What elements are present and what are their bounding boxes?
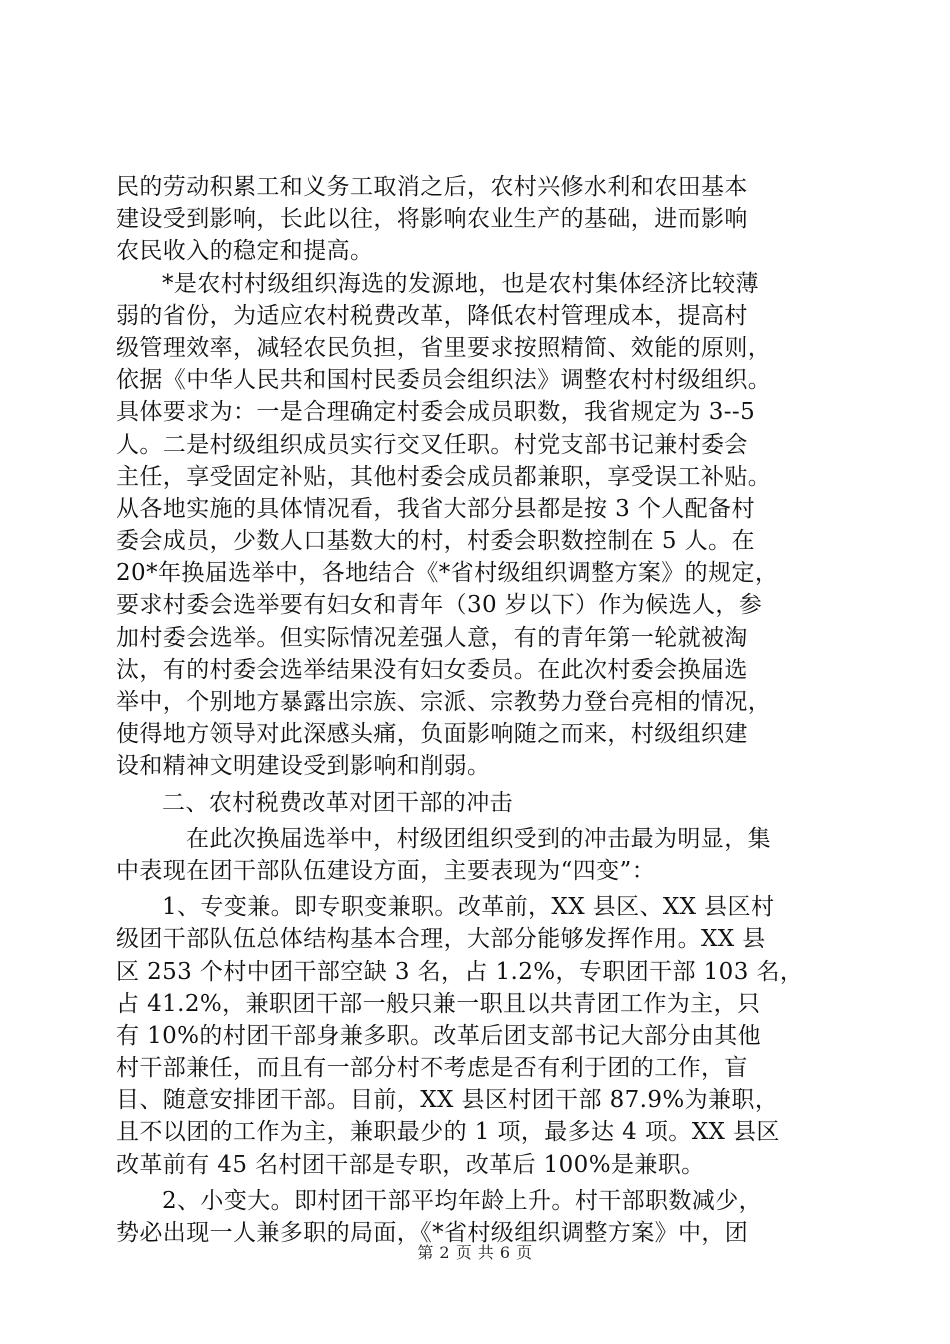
text-line: 主任，享受固定补贴，其他村委会成员都兼职，享受误工补贴。 <box>116 463 772 490</box>
text-line: 目、随意安排团干部。目前，XX 县区村团干部 87.9%为兼职， <box>116 1087 779 1114</box>
text-line: 2、小变大。即村团干部平均年龄上升。村干部职数减少， <box>162 1187 763 1214</box>
text-line: 且不以团的工作为主，兼职最少的 1 项，最多达 4 项。XX 县区 <box>116 1119 780 1146</box>
text-line: 具体要求为：一是合理确定村委会成员职数，我省规定为 3--5 <box>116 399 756 426</box>
text-line: 要求村委会选举要有妇女和青年（30 岁以下）作为候选人，参 <box>116 592 763 619</box>
text-line: 设和精神文明建设受到影响和削弱。 <box>116 753 491 780</box>
text-line: 改革前有 45 名村团干部是专职，改革后 100%是兼职。 <box>116 1151 705 1178</box>
section-heading: 二、农村税费改革对团干部的冲击 <box>162 789 513 816</box>
text-line: 20*年换届选举中，各地结合《*省村级组织调整方案》的规定， <box>116 560 779 587</box>
text-line: *是农村村级组织海选的发源地，也是农村集体经济比较薄 <box>162 270 759 297</box>
text-line: 汰，有的村委会选举结果没有妇女委员。在此次村委会换届选 <box>116 656 748 683</box>
text-line: 级团干部队伍总体结构基本合理，大部分能够发挥作用。XX 县 <box>116 926 766 953</box>
text-line: 建设受到影响，长此以往，将影响农业生产的基础，进而影响 <box>116 206 748 233</box>
text-line: 村干部兼任，而且有一部分村不考虑是否有利于团的工作，盲 <box>116 1055 748 1082</box>
text-line: 有 10%的村团干部身兼多职。改革后团支部书记大部分由其他 <box>116 1022 762 1049</box>
text-line: 1、专变兼。即专职变兼职。改革前，XX 县区、XX 县区村 <box>162 894 775 921</box>
text-line: 农民收入的稳定和提高。 <box>116 238 374 265</box>
text-line: 弱的省份，为适应农村税费改革，降低农村管理成本，提高村 <box>116 302 748 329</box>
page-number: 第 2 页 共 6 页 <box>417 1243 533 1262</box>
text-line: 占 41.2%，兼职团干部一般只兼一职且以共青团工作为主，只 <box>116 990 761 1017</box>
text-line: 人。二是村级组织成员实行交叉任职。村党支部书记兼村委会 <box>116 431 748 458</box>
text-line: 中表现在团干部队伍建设方面，主要表现为“四变”： <box>116 857 656 884</box>
text-line: 加村委会选举。但实际情况差强人意，有的青年第一轮就被淘 <box>116 624 748 651</box>
text-line: 依据《中华人民共和国村民委员会组织法》调整农村村级组织。 <box>116 367 772 394</box>
text-line: 举中，个别地方暴露出宗族、宗派、宗教势力登台亮相的情况， <box>116 689 772 715</box>
text-line: 在此次换届选举中，村级团组织受到的冲击最为明显，集 <box>186 825 771 852</box>
text-line: 级管理效率，减轻农民负担，省里要求按照精简、效能的原则， <box>116 334 772 361</box>
text-line: 从各地实施的具体情况看，我省大部分县都是按 3 个人配备村 <box>116 495 755 522</box>
text-line: 民的劳动积累工和义务工取消之后，农村兴修水利和农田基本 <box>116 174 748 200</box>
text-line: 区 253 个村中团干部空缺 3 名，占 1.2%，专职团干部 103 名， <box>116 958 804 985</box>
text-line: 委会成员，少数人口基数大的村，村委会职数控制在 5 人。在 <box>116 528 755 555</box>
text-line: 势必出现一人兼多职的局面，《*省村级组织调整方案》中，团 <box>116 1220 749 1246</box>
text-line: 使得地方领导对此深感头痛，负面影响随之而来，村级组织建 <box>116 721 748 748</box>
body-text <box>116 171 836 1249</box>
